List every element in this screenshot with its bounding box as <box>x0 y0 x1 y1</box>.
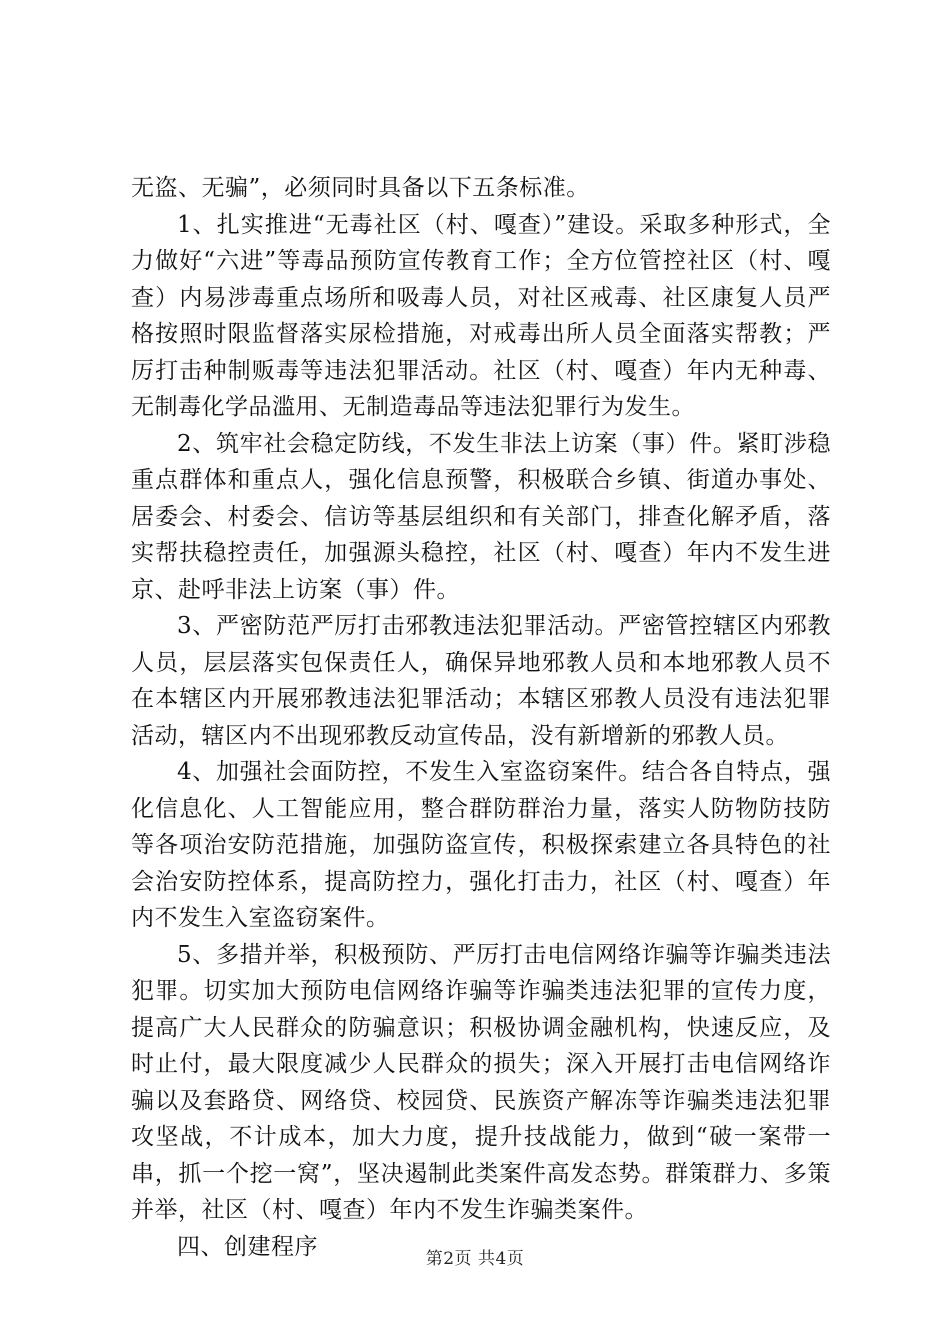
section-heading: 四、创建程序 <box>177 1233 318 1260</box>
paragraph-item-2: 2、筑牢社会稳定防线，不发生非法上访案（事）件。紧盯涉稳重点群体和重点人，强化信息预警，积极联合乡镇、街道办事处、居委会、村委会、信访等基层组织和有关部门，排查化解矛盾，落实帮扶稳控责任，加强源头稳控，社区（村、嘎查）年内不发生进京、赴呼非法上访案（事）件。 <box>131 430 831 603</box>
paragraph-item-4: 4、加强社会面防控，不发生入室盗窃案件。结合各自特点，强化信息化、人工智能应用，整合群防群治力量，落实人防物防技防等各项治安防范措施，加强防盗宣传，积极探索建立各具特色的社会治安防控体系，提高防控力，强化打击力，社区（村、嘎查）年内不发生入室盗窃案件。 <box>131 759 831 931</box>
paragraph-continuation: 无盗、无骗”，必须同时具备以下五条标准。 <box>131 175 590 201</box>
page-number-footer: 第2页 共4页 <box>425 1249 525 1269</box>
paragraph-item-1: 1、扎实推进“无毒社区（村、嘎查）”建设。采取多种形式，全力做好“六进”等毒品预防宣传教育工作；全方位管控社区（村、嘎查）内易涉毒重点场所和吸毒人员，对社区戒毒、社区康复人员严格按照时限监督落实尿检措施，对戒毒出所人员全面落实帮教；严厉打击种制贩毒等违法犯罪活动。社区（村、嘎查）年内无种毒、无制毒化学品滥用、无制造毒品等违法犯罪行为发生。 <box>131 211 831 420</box>
paragraph-item-3: 3、严密防范严厉打击邪教违法犯罪活动。严密管控辖区内邪教人员，层层落实包保责任人，确保异地邪教人员和本地邪教人员不在本辖区内开展邪教违法犯罪活动；本辖区邪教人员没有违法犯罪活动，辖区内不出现邪教反动宣传品，没有新增新的邪教人员。 <box>131 613 831 749</box>
paragraph-item-5: 5、多措并举，积极预防、严厉打击电信网络诈骗等诈骗类违法犯罪。切实加大预防电信网络诈骗等诈骗类违法犯罪的宣传力度，提高广大人民群众的防骗意识；积极协调金融机构，快速反应，及时止付，最大限度减少人民群众的损失；深入开展打击电信网络诈骗以及套路贷、网络贷、校园贷、民族资产解冻等诈骗类违法犯罪攻坚战，不计成本，加大力度，提升技战能力，做到“破一案带一串，抓一个挖一窝”，坚决遏制此类案件高发态势。群策群力、多策并举，社区（村、嘎查）年内不发生诈骗类案件。 <box>131 941 831 1223</box>
document-body <box>131 170 831 1265</box>
